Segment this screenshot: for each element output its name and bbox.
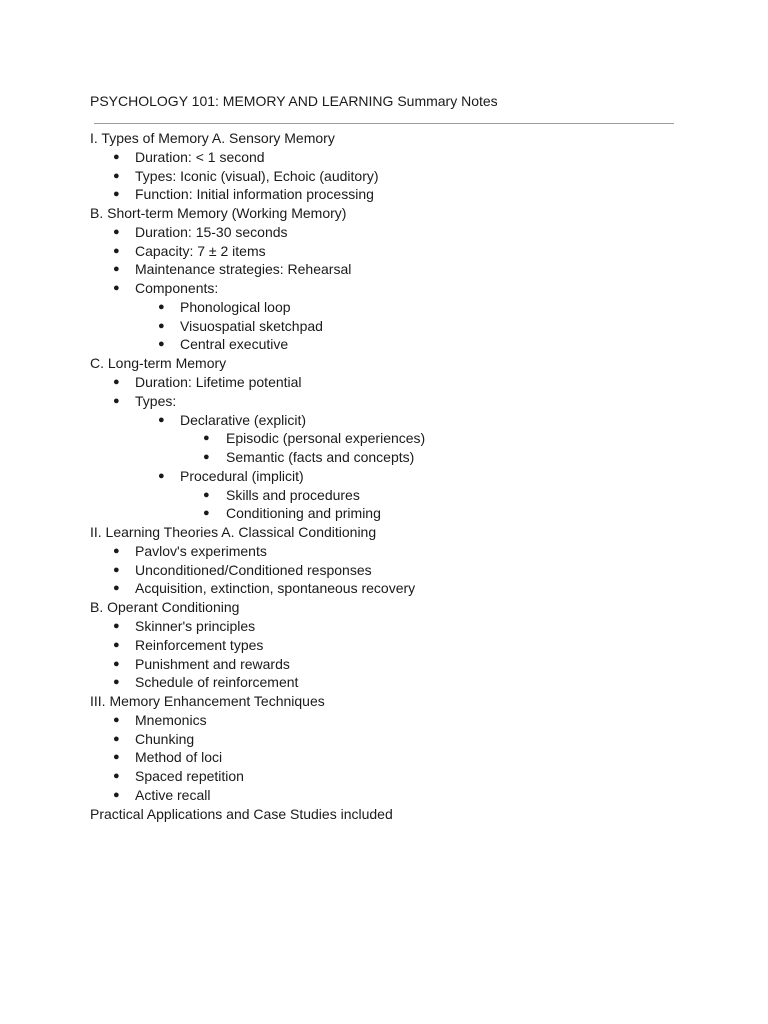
outline-text: Episodic (personal experiences) — [226, 430, 426, 446]
bullet-icon: ● — [203, 507, 210, 519]
outline-text: Reinforcement types — [135, 637, 264, 653]
outline-text: Chunking — [135, 731, 195, 747]
outline-text: III. Memory Enhancement Techniques — [90, 693, 325, 709]
outline-text: Active recall — [135, 787, 211, 803]
bullet-icon: ● — [203, 451, 210, 463]
bullet-icon: ● — [113, 151, 120, 163]
outline-text: Maintenance strategies: Rehearsal — [135, 261, 352, 277]
bullet-icon: ● — [113, 770, 120, 782]
outline-text: Skinner's principles — [135, 618, 256, 634]
bullet-icon: ● — [113, 226, 120, 238]
outline-text: Types: Iconic (visual), Echoic (auditory) — [135, 168, 379, 184]
bullet-icon: ● — [113, 639, 120, 651]
outline-text: C. Long-term Memory — [90, 355, 227, 371]
outline-text: Types: — [135, 393, 177, 409]
outline-text: Unconditioned/Conditioned responses — [135, 562, 372, 578]
outline-text: Acquisition, extinction, spontaneous recovery — [135, 580, 416, 596]
outline-text: Duration: 15-30 seconds — [135, 224, 288, 240]
outline-text: Duration: < 1 second — [135, 149, 265, 165]
outline-text: Phonological loop — [180, 299, 291, 315]
outline-text: Components: — [135, 280, 219, 296]
outline-text: II. Learning Theories A. Classical Conditioning — [90, 524, 377, 540]
bullet-icon: ● — [113, 188, 120, 200]
outline-text: Mnemonics — [135, 712, 207, 728]
outline-text: Punishment and rewards — [135, 656, 290, 672]
bullet-icon: ● — [113, 658, 120, 670]
title-divider — [94, 123, 674, 124]
outline-text: B. Operant Conditioning — [90, 599, 240, 615]
bullet-icon: ● — [158, 301, 165, 313]
bullet-icon: ● — [113, 582, 120, 594]
outline-text: Procedural (implicit) — [180, 468, 304, 484]
bullet-icon: ● — [203, 489, 210, 501]
outline-text: Visuospatial sketchpad — [180, 318, 323, 334]
outline-text: B. Short-term Memory (Working Memory) — [90, 205, 347, 221]
outline-text: Function: Initial information processing — [135, 186, 374, 202]
outline-text: Declarative (explicit) — [180, 412, 307, 428]
document-title: PSYCHOLOGY 101: MEMORY AND LEARNING Summary Notes — [90, 93, 498, 109]
bullet-icon: ● — [158, 414, 165, 426]
bullet-icon: ● — [158, 320, 165, 332]
bullet-icon: ● — [113, 245, 120, 257]
outline-text: Semantic (facts and concepts) — [226, 449, 415, 465]
bullet-icon: ● — [113, 376, 120, 388]
bullet-icon: ● — [158, 470, 165, 482]
outline-text: Spaced repetition — [135, 768, 244, 784]
bullet-icon: ● — [113, 751, 120, 763]
outline-text: I. Types of Memory A. Sensory Memory — [90, 130, 335, 146]
bullet-icon: ● — [158, 338, 165, 350]
outline-text: Schedule of reinforcement — [135, 674, 299, 690]
bullet-icon: ● — [113, 676, 120, 688]
bullet-icon: ● — [113, 170, 120, 182]
bullet-icon: ● — [113, 789, 120, 801]
bullet-icon: ● — [113, 282, 120, 294]
bullet-icon: ● — [113, 714, 120, 726]
bullet-icon: ● — [113, 263, 120, 275]
bullet-icon: ● — [203, 432, 210, 444]
outline-text: Central executive — [180, 336, 289, 352]
outline-text: Method of loci — [135, 749, 223, 765]
bullet-icon: ● — [113, 545, 120, 557]
outline-text: Capacity: 7 ± 2 items — [135, 243, 266, 259]
bullet-icon: ● — [113, 395, 120, 407]
bullet-icon: ● — [113, 620, 120, 632]
outline-text: Practical Applications and Case Studies included — [90, 806, 393, 822]
outline-text: Duration: Lifetime potential — [135, 374, 302, 390]
outline-text: Conditioning and priming — [226, 505, 381, 521]
outline-text: Pavlov's experiments — [135, 543, 267, 559]
outline-text: Skills and procedures — [226, 487, 360, 503]
bullet-icon: ● — [113, 564, 120, 576]
bullet-icon: ● — [113, 733, 120, 745]
